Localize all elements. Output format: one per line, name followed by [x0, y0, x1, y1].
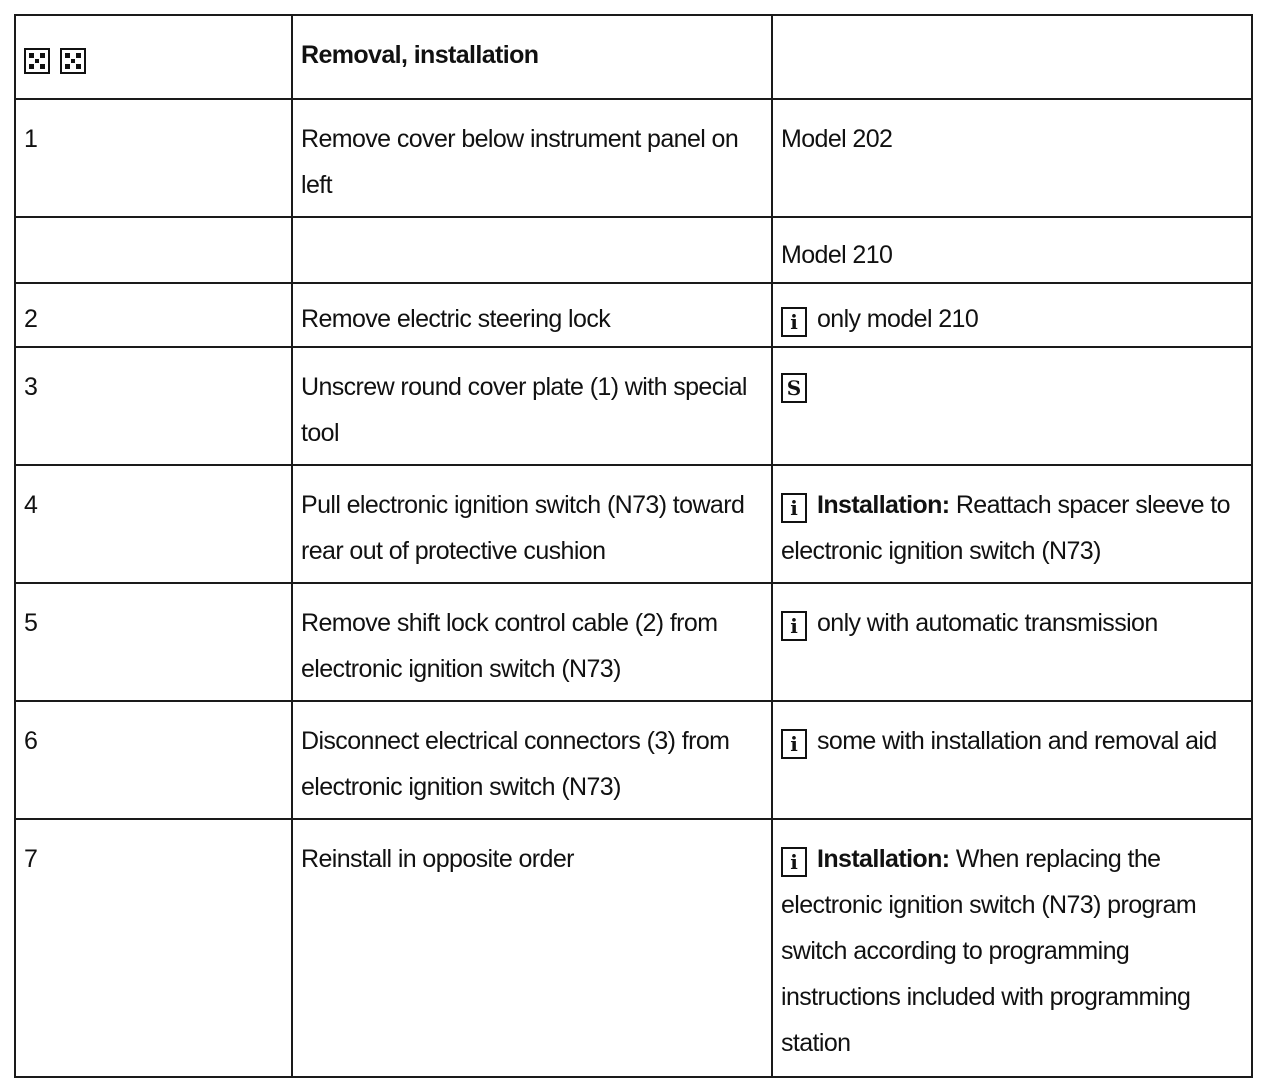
step-number: 5 — [15, 583, 292, 701]
step-text: Reinstall in opposite order — [292, 819, 772, 1077]
note-lead: Installation: — [817, 845, 950, 873]
note-lead: Installation: — [817, 491, 950, 519]
info-icon: i — [781, 307, 807, 337]
step-text — [292, 217, 772, 283]
table-title: Removal, installation — [292, 15, 772, 99]
grid-icon — [60, 48, 86, 74]
step-number: 2 — [15, 283, 292, 347]
step-number: 3 — [15, 347, 292, 465]
table-row — [15, 347, 1252, 465]
step-note: some with installation and removal aid — [817, 727, 1217, 755]
step-note-cell — [772, 347, 1252, 465]
step-note: Model 210 — [772, 217, 1252, 283]
table-row — [15, 99, 1252, 217]
header-note-cell — [772, 15, 1252, 99]
step-note: Model 202 — [772, 99, 1252, 217]
table-row — [15, 583, 1252, 701]
info-icon: i — [781, 493, 807, 523]
table-row — [15, 819, 1252, 1077]
step-note: Reattach spacer sleeve to electronic ignition switch (N73) — [781, 491, 1230, 565]
step-number — [15, 217, 292, 283]
table-row — [15, 217, 1252, 283]
step-number: 7 — [15, 819, 292, 1077]
table-row — [15, 465, 1252, 583]
step-text: Remove shift lock control cable (2) from electronic ignition switch (N73) — [292, 583, 772, 701]
step-text: Unscrew round cover plate (1) with special tool — [292, 347, 772, 465]
grid-icon — [24, 48, 50, 74]
step-note-cell — [772, 283, 1252, 347]
table-row — [15, 701, 1252, 819]
step-text: Remove cover below instrument panel on left — [292, 99, 772, 217]
step-number: 1 — [15, 99, 292, 217]
info-icon: i — [781, 847, 807, 877]
table-header-row — [15, 15, 1252, 99]
step-note-cell — [772, 583, 1252, 701]
special-tool-icon: S — [781, 373, 807, 403]
step-note: When replacing the electronic ignition switch (N73) program switch according to programming instructions included with programming station — [781, 845, 1197, 1057]
step-note-cell — [772, 819, 1252, 1077]
header-icons-cell — [15, 15, 292, 99]
step-note: only model 210 — [817, 305, 979, 333]
step-note: only with automatic transmission — [817, 609, 1158, 637]
procedure-table — [14, 14, 1253, 1078]
step-text: Remove electric steering lock — [292, 283, 772, 347]
step-text: Disconnect electrical connectors (3) from electronic ignition switch (N73) — [292, 701, 772, 819]
table-row — [15, 283, 1252, 347]
info-icon: i — [781, 611, 807, 641]
step-note-cell — [772, 465, 1252, 583]
info-icon: i — [781, 729, 807, 759]
step-number: 4 — [15, 465, 292, 583]
step-note-cell — [772, 701, 1252, 819]
step-text: Pull electronic ignition switch (N73) toward rear out of protective cushion — [292, 465, 772, 583]
step-number: 6 — [15, 701, 292, 819]
